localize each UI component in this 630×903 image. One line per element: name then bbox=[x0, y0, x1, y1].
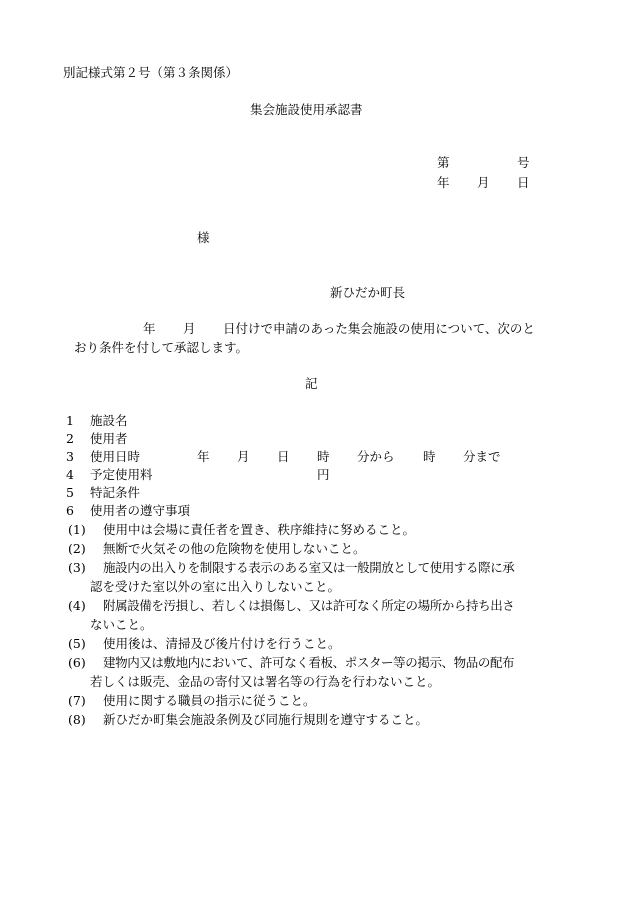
usage-end-minute: 分まで bbox=[463, 449, 501, 464]
rule-number: (7) bbox=[68, 693, 86, 708]
rule-text: 建物内又は敷地内において、許可なく看板、ポスター等の掲示、物品の配布 bbox=[103, 655, 515, 670]
usage-end-hour: 時 bbox=[423, 449, 436, 464]
addressee-honorific: 様 bbox=[197, 230, 210, 245]
rule-text: 無断で火気その他の危険物を使用しないこと。 bbox=[103, 541, 366, 556]
rule-text: 使用に関する職員の指示に従うこと。 bbox=[103, 693, 316, 708]
rule-number: (5) bbox=[68, 636, 86, 651]
rule-text: 施設内の出入りを制限する表示のある室又は一般開放として使用する際に承 bbox=[103, 560, 515, 575]
rule-number: (2) bbox=[68, 541, 86, 556]
item-number: 4 bbox=[66, 467, 74, 482]
body-month: 月 bbox=[183, 321, 196, 336]
item-compliance: 使用者の遵守事項 bbox=[90, 503, 191, 518]
usage-day: 日 bbox=[277, 449, 290, 464]
rule-number: (4) bbox=[68, 598, 86, 613]
usage-year: 年 bbox=[197, 449, 210, 464]
usage-month: 月 bbox=[237, 449, 250, 464]
rule-text: 使用中は会場に責任者を置き、秩序維持に努めること。 bbox=[103, 522, 416, 537]
item-number: 6 bbox=[66, 503, 74, 518]
rule-text-continued: ないこと。 bbox=[90, 617, 153, 632]
doc-number-go: 号 bbox=[517, 155, 530, 170]
rule-text: 新ひだか町集会施設条例及び同施行規則を遵守すること。 bbox=[103, 712, 429, 727]
rule-number: (1) bbox=[68, 522, 86, 537]
rule-text-continued: 認を受けた室以外の室に出入りしないこと。 bbox=[90, 579, 341, 594]
rule-number: (8) bbox=[68, 712, 86, 727]
rule-text: 使用後は、清掃及び後片付けを行うこと。 bbox=[103, 636, 341, 651]
item-user: 使用者 bbox=[90, 431, 128, 446]
fee-yen: 円 bbox=[317, 467, 330, 482]
doc-date-year: 年 bbox=[437, 175, 450, 190]
body-line2: おり条件を付して承認します。 bbox=[74, 340, 249, 355]
usage-start-minute: 分から bbox=[357, 449, 395, 464]
ki-label: 記 bbox=[305, 376, 318, 391]
body-line1: 日付けで申請のあった集会施設の使用について、次のと bbox=[223, 321, 535, 336]
item-number: 3 bbox=[66, 449, 74, 464]
form-label: 別記様式第２号（第３条関係） bbox=[63, 65, 239, 80]
rule-number: (6) bbox=[68, 655, 86, 670]
item-usage-datetime: 使用日時 bbox=[90, 449, 141, 464]
item-planned-fee: 予定使用料 bbox=[90, 467, 153, 482]
body-year: 年 bbox=[143, 321, 156, 336]
rule-text: 附属設備を汚損し、若しくは損傷し、又は許可なく所定の場所から持ち出さ bbox=[103, 598, 515, 613]
doc-date-month: 月 bbox=[477, 175, 490, 190]
doc-date-day: 日 bbox=[517, 175, 530, 190]
item-number: 2 bbox=[66, 431, 74, 446]
item-number: 5 bbox=[66, 485, 74, 500]
usage-start-hour: 時 bbox=[317, 449, 330, 464]
item-facility-name: 施設名 bbox=[90, 413, 128, 428]
document-title: 集会施設使用承認書 bbox=[250, 102, 363, 117]
rule-text-continued: 若しくは販売、金品の寄付又は署名等の行為を行わないこと。 bbox=[90, 674, 441, 689]
rule-number: (3) bbox=[68, 560, 86, 575]
doc-number-dai: 第 bbox=[437, 155, 450, 170]
item-number: 1 bbox=[66, 413, 74, 428]
item-special-conditions: 特記条件 bbox=[90, 485, 141, 500]
issuer: 新ひだか町長 bbox=[330, 285, 406, 300]
